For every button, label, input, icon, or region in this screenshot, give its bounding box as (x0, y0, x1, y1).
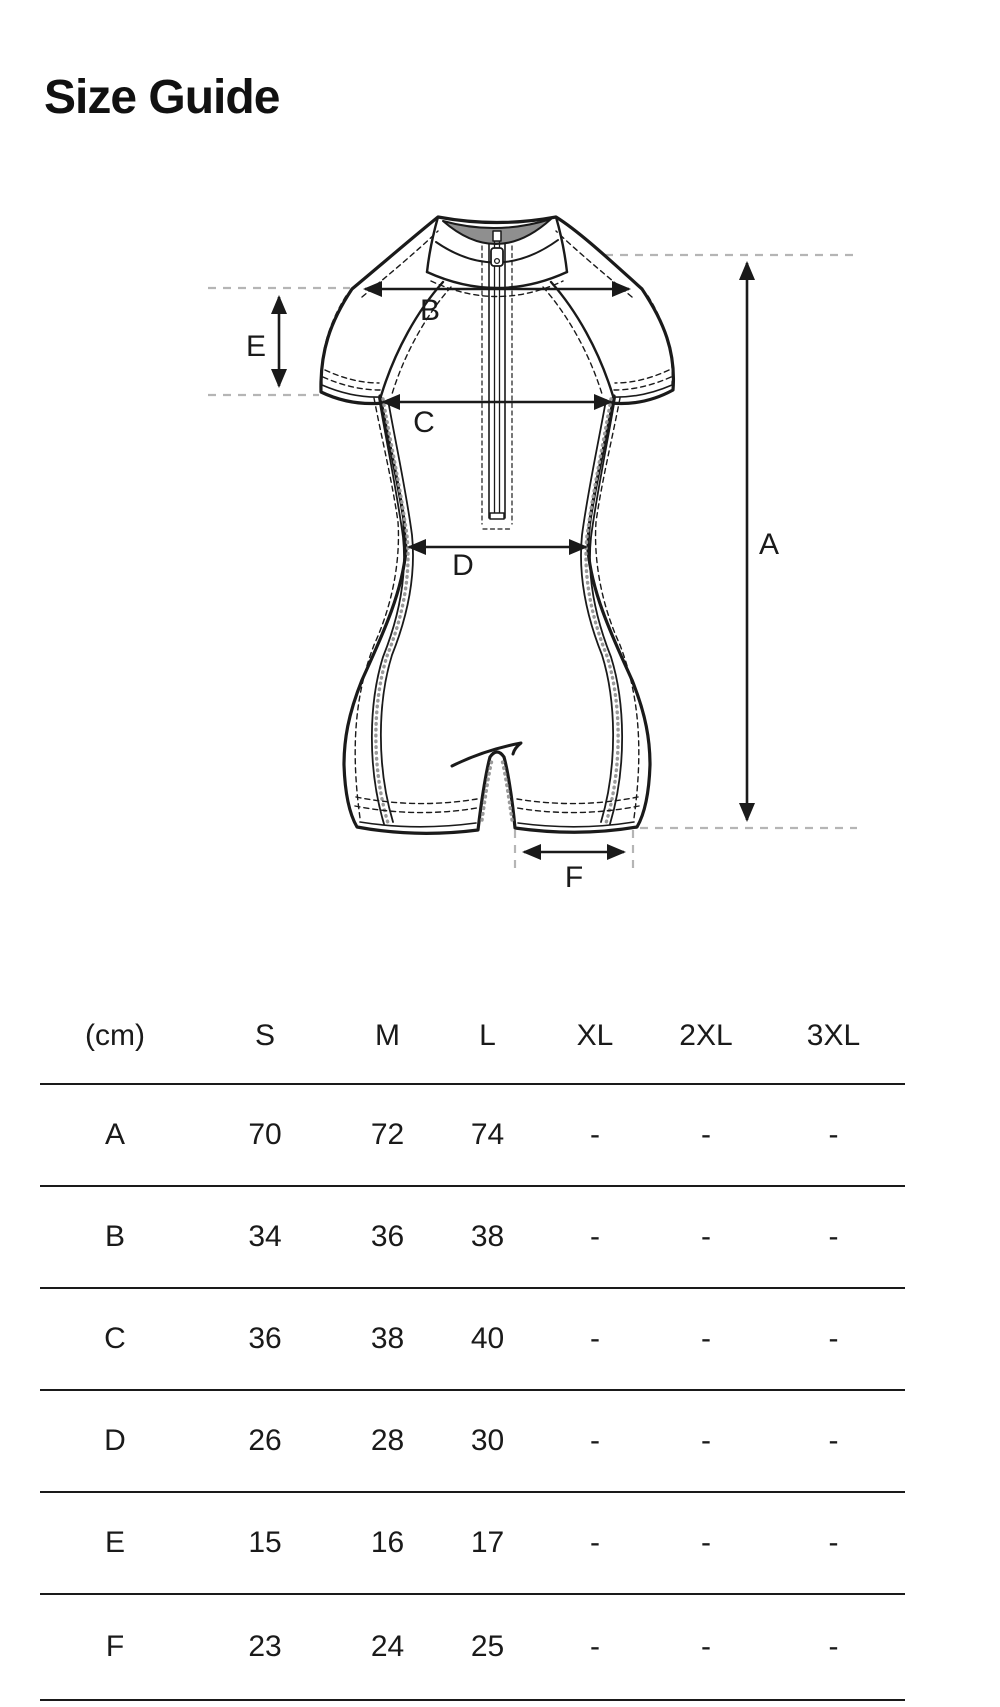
table-row (40, 1288, 905, 1390)
measure-label-f: F (564, 861, 584, 894)
table-row (40, 1492, 905, 1594)
value-cell: - (828, 1322, 839, 1355)
value-cell: 24 (370, 1630, 405, 1663)
table-row (40, 1390, 905, 1492)
value-cell: 74 (470, 1118, 505, 1151)
measure-label-e: E (245, 330, 267, 363)
measure-label-a: A (758, 528, 780, 561)
value-cell: - (701, 1526, 711, 1559)
size-table (40, 988, 905, 1701)
measure-label-c: C (413, 406, 435, 439)
value-cell: 25 (470, 1630, 505, 1663)
size-column-header: XL (576, 1018, 614, 1052)
value-cell: 15 (248, 1526, 282, 1559)
value-cell: 26 (248, 1424, 282, 1457)
zipper-bottom-stop (490, 513, 504, 519)
value-cell: 23 (248, 1630, 282, 1663)
unit-header-cell: (cm) (85, 1018, 145, 1052)
row-label-cell: D (104, 1424, 126, 1457)
value-cell: 17 (470, 1526, 505, 1559)
value-cell: - (828, 1630, 839, 1663)
value-cell: 34 (248, 1220, 282, 1253)
value-cell: 16 (370, 1526, 405, 1559)
measure-label-d: D (452, 549, 474, 582)
size-column-header: 3XL (806, 1018, 861, 1052)
value-cell: 28 (370, 1424, 405, 1457)
value-cell: - (701, 1424, 711, 1457)
value-cell: - (701, 1322, 711, 1355)
row-label-cell: F (105, 1630, 125, 1663)
value-cell: - (828, 1118, 839, 1151)
size-column-header: 2XL (679, 1018, 733, 1052)
size-column-header: S (254, 1018, 275, 1052)
value-cell: - (590, 1630, 600, 1663)
size-table-header-row (40, 988, 905, 1084)
value-cell: 30 (470, 1424, 505, 1457)
table-row (40, 1594, 905, 1700)
value-cell: 38 (470, 1220, 505, 1253)
value-cell: - (590, 1526, 600, 1559)
value-cell: - (590, 1220, 600, 1253)
value-cell: 70 (248, 1118, 282, 1151)
value-cell: 38 (370, 1322, 405, 1355)
garment-silhouette (321, 217, 674, 833)
value-cell: - (701, 1220, 711, 1253)
value-cell: - (701, 1118, 711, 1151)
row-label-cell: E (104, 1526, 125, 1559)
size-column-header: M (375, 1018, 400, 1052)
row-label-cell: B (104, 1220, 125, 1253)
garment-drawing (321, 217, 674, 833)
size-column-header: L (479, 1018, 496, 1052)
value-cell: - (590, 1322, 600, 1355)
value-cell: - (701, 1630, 711, 1663)
value-cell: - (828, 1424, 839, 1457)
value-cell: - (590, 1424, 600, 1457)
value-cell: 40 (470, 1322, 505, 1355)
row-label-cell: A (104, 1118, 125, 1151)
measure-label-b: B (419, 294, 441, 327)
value-cell: - (590, 1118, 600, 1151)
table-row (40, 1084, 905, 1186)
page-title: Size Guide (44, 71, 280, 124)
row-label-cell: C (104, 1322, 126, 1355)
value-cell: 72 (370, 1118, 405, 1151)
value-cell: 36 (248, 1322, 282, 1355)
table-row (40, 1186, 905, 1288)
zipper-top-stop (493, 231, 501, 241)
value-cell: - (828, 1526, 839, 1559)
value-cell: 36 (370, 1220, 405, 1253)
value-cell: - (828, 1220, 839, 1253)
